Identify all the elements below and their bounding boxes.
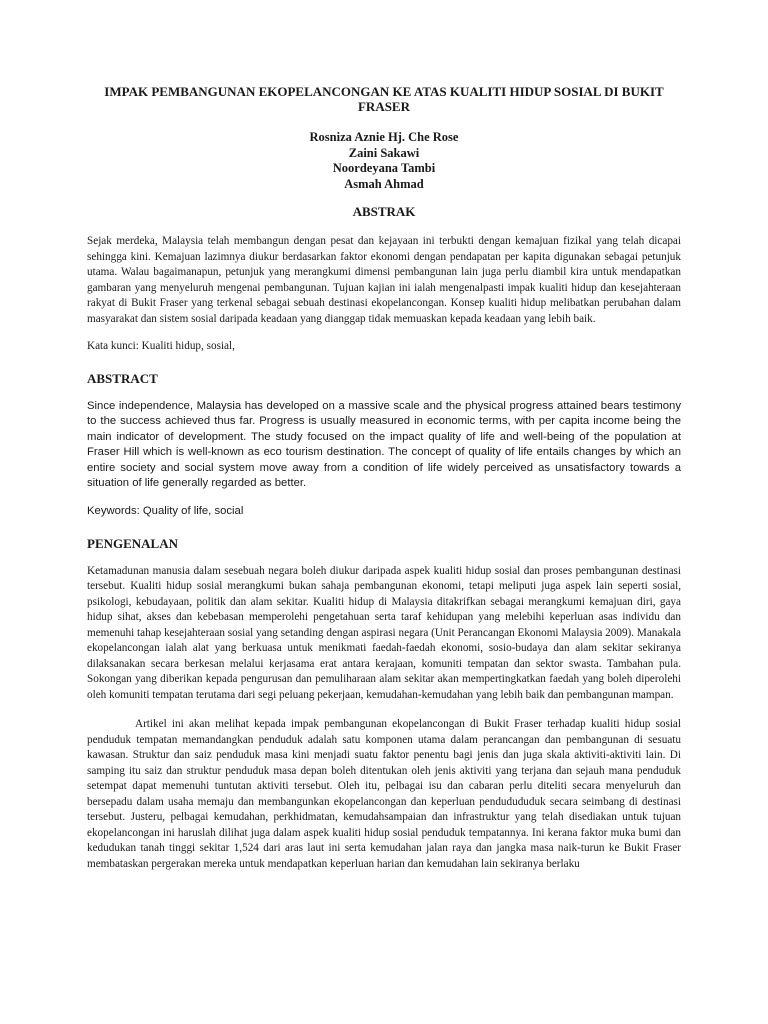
paper-title: IMPAK PEMBANGUNAN EKOPELANCONGAN KE ATAS KUALITI HIDUP SOSIAL DI BUKIT FRASER [104,84,664,114]
abstrak-keywords: Kata kunci: Kualiti hidup, sosial, [87,340,235,352]
abstract-keywords: Keywords: Quality of life, social [87,505,244,518]
author-list [87,130,681,192]
pengenalan-paragraph-2: Artikel ini akan melihat kepada impak pembangunan ekopelancongan di Bukit Fraser terhadap kualiti hidup sosial penduduk tempatan memandangkan penduduk adalah satu komponen utama dalam perancangan dan pembangunan di sesuatu kawasan. Struktur dan saiz penduduk masa kini menjadi suatu faktor penentu bagi jenis dan juga skala aktiviti-aktiviti lain. Di samping itu saiz dan struktur penduduk masa depan boleh ditentukan oleh jenis aktiviti yang terjana dan sejauh mana penduduk setempat dapat memenuhi tuntutan aktiviti tersebut. Oleh itu, pelbagai isu dan cabaran perlu diteliti secara menyeluruh dan bersepadu dalam usaha memaju dan membangunkan ekopelancongan dan keperluan pendudududuk secara seimbang di destinasi tersebut. Justeru, pelbagai kemudahan, perkhidmatan, kemudahsampaian dan infrastruktur yang telah disediakan untuk tujuan ekopelancongan ini haruslah dilihat juga dalam aspek kualiti hidup sosial penduduk tempatannya. Ini kerana faktor muka bumi dan kedudukan tanah tinggi sekitar 1,524 dari aras laut ini serta kemudahan jalan raya dan jangka masa naik-turun ke Bukit Fraser membataskan pergerakan mereka untuk mendapatkan keperluan harian dan kemudahan lain sekiranya berlaku [87,718,681,870]
abstrak-body: Sejak merdeka, Malaysia telah membangun dengan pesat dan kejayaan ini terbukti dengan kemajuan fizikal yang telah dicapai sehingga kini. Kemajuan lazimnya diukur berdasarkan faktor ekonomi dengan pendapatan per kapita digunakan sebagai petunjuk utama. Walau bagaimanapun, petunjuk yang merangkumi dimensi pembangunan lain juga perlu diambil kira untuk mendapatkan gambaran yang menyeluruh mengenai pembangunan. Tujuan kajian ini ialah mengenalpasti impak kualiti hidup dan kesejahteraan rakyat di Bukit Fraser yang terkenal sebagai sebuah destinasi ekopelancongan. Konsep kualiti hidup melibatkan perubahan dalam masyarakat dan sistem sosial daripada keadaan yang dianggap tidak memuaskan kepada keadaan yang lebih baik. [87,235,681,325]
author-name: Rosniza Aznie Hj. Che Rose [309,130,459,144]
abstract-heading: ABSTRACT [87,370,158,386]
pengenalan-heading: PENGENALAN [87,535,179,551]
author-name: Zaini Sakawi [348,145,420,160]
abstract-body: Since independence, Malaysia has developed on a massive scale and the physical progress attained bears testimony to the success achieved thus far. Progress is usually measured in economic terms, with per capita income being the main indicator of development. The study focused on the impact quality of life and well-being of the population at Fraser Hill which is well-known as eco tourism destination. The concept of quality of life entails changes by which an entire society and social system move away from a condition of life widely perceived as unsatisfactory towards a situation of life generally regarded as better. [87,399,681,490]
author-name: Noordeyana Tambi [332,161,436,175]
abstrak-heading: ABSTRAK [352,204,416,219]
author-name: Asmah Ahmad [344,176,424,191]
pengenalan-paragraph-1: Ketamadunan manusia dalam sesebuah negara boleh diukur daripada aspek kualiti hidup sosial dan proses pembangunan destinasi tersebut. Kualiti hidup sosial merangkumi bukan sahaja pembangunan ekonomi, tetapi meliputi juga aspek lain seperti sosial, psikologi, kebudayaan, politik dan alam sekitar. Kualiti hidup di Malaysia ditakrifkan sebagai merangkumi kemajuan diri, gaya hidup sihat, akses dan kebebasan memperolehi pengetahuan serta taraf kehidupan yang melebihi keperluan asas individu dan memenuhi tahap kesejahteraan sosial yang setanding dengan aspirasi negara (Unit Perancangan Ekonomi Malaysia 2009). Manakala ekopelancongan ialah alat yang berkuasa untuk menikmati faedah-faedah ekonomi, sosio-budaya dan alam sekitar sekiranya dilaksanakan secara berkesan melalui kerjasama erat antara kerajaan, komuniti tempatan dan sektor swasta. Tambahan pula. Sokongan yang diberikan kepada pengurusan dan pemuliharaan alam sekitar akan mempertingkatkan faedah yang boleh diperolehi oleh komuniti tempatan terutama dari segi peluang pekerjaan, kemudahan-kemudahan yang lebih baik dan pembangunan mampan. [87,564,681,701]
